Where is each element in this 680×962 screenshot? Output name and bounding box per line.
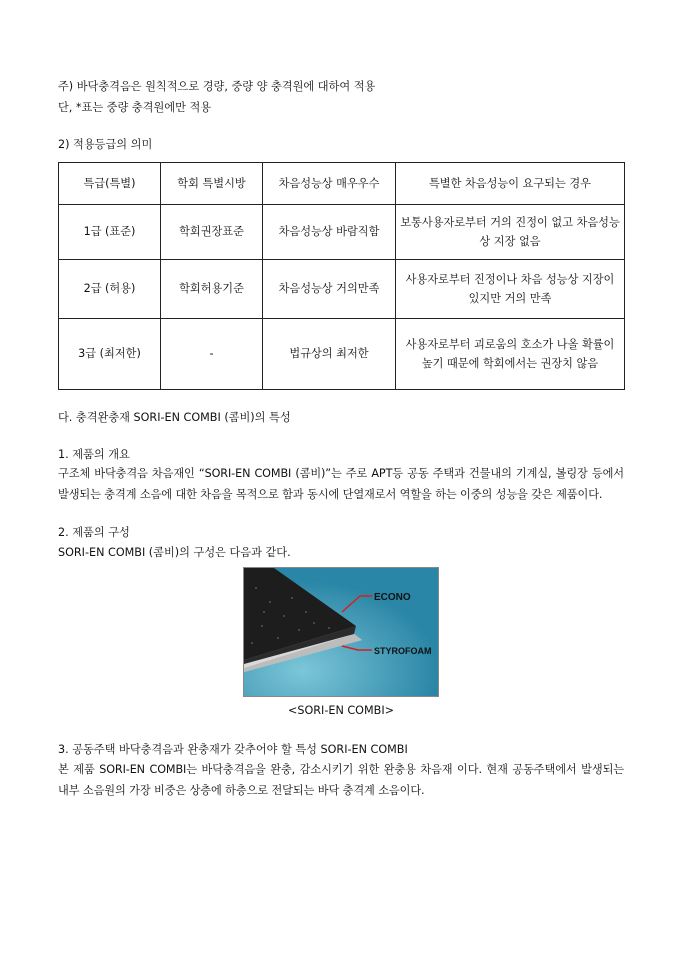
table-row: [59, 259, 625, 318]
table-row: [59, 204, 625, 259]
note-line-2: 단, *표는 중량 충격원에만 적용: [58, 101, 212, 114]
composition-heading: 2. 제품의 구성: [58, 526, 130, 540]
table-cell: 사용자로부터 진정이나 차음 성능상 지장이 있지만 거의 만족: [396, 259, 625, 318]
characteristics-body: 본 제품 SORI-EN COMBI는 바닥충격음을 완충, 감소시키기 위한 완충용 차음재 이다. 현재 공동주택에서 발생되는 내부 소음원의 가장 비중은 상층에 하층으로 전달되는 바닥 충격계 소음이다.: [58, 762, 624, 797]
overview-heading: 1. 제품의 개요: [58, 447, 130, 461]
header-cell: 차음성능상 매우우수: [263, 162, 396, 204]
table-cell: 차음성능상 바람직함: [263, 204, 396, 259]
product-figure: [58, 567, 624, 720]
table-cell: 1급 (표준): [59, 204, 161, 259]
note-line-1: 주) 바닥충격음은 원칙적으로 경량, 중량 양 충격원에 대하여 적용: [58, 80, 376, 93]
table-cell: -: [161, 318, 263, 389]
document-page: [58, 76, 624, 801]
header-cell: 학회 특별시방: [161, 162, 263, 204]
econo-label: ECONO: [374, 592, 411, 604]
product-layers-drawing: [244, 568, 438, 696]
overview-body: 구조체 바닥충격음 차음재인 “SORI-EN COMBI (콤비)”는 주로 APT등 공동 주택과 건물내의 기계실, 볼링장 등에서 발생되는 충격계 소음에 대한 차음을 목적으로 함과 동시에 단열재로서 역할을 하는 이중의 성능을 갖은 제품이다.: [58, 467, 624, 502]
table-cell: 학회권장표준: [161, 204, 263, 259]
table-cell: 차음성능상 거의만족: [263, 259, 396, 318]
table-cell: 2급 (허용): [59, 259, 161, 318]
table-header-row: [59, 162, 625, 204]
table-cell: 법규상의 최저한: [263, 318, 396, 389]
product-photo: [243, 567, 439, 697]
table-cell: 3급 (최저한): [59, 318, 161, 389]
section-da-heading: 다. 충격완충재 SORI-EN COMBI (콤비)의 특성: [58, 410, 291, 424]
header-cell: 특별한 차음성능이 요구되는 경우: [396, 162, 625, 204]
table-cell: 사용자로부터 괴로움의 호소가 나올 확률이 높기 때문에 학회에서는 권장치 않음: [396, 318, 625, 389]
grade-table: [58, 162, 625, 390]
grades-heading: 2) 적용등급의 의미: [58, 138, 153, 151]
table-cell: 학회허용기준: [161, 259, 263, 318]
styrofoam-label: STYROFOAM: [374, 646, 432, 657]
header-cell: 특급(특별): [59, 162, 161, 204]
figure-caption: <SORI-EN COMBI>: [287, 704, 394, 718]
composition-intro: SORI-EN COMBI (콤비)의 구성은 다음과 같다.: [58, 546, 291, 560]
table-cell: 보통사용자로부터 거의 진정이 없고 차음성능상 지장 없음: [396, 204, 625, 259]
table-row: [59, 318, 625, 389]
characteristics-heading: 3. 공동주택 바닥충격음과 완충재가 갖추어야 할 특성 SORI-EN COMBI: [58, 742, 408, 756]
